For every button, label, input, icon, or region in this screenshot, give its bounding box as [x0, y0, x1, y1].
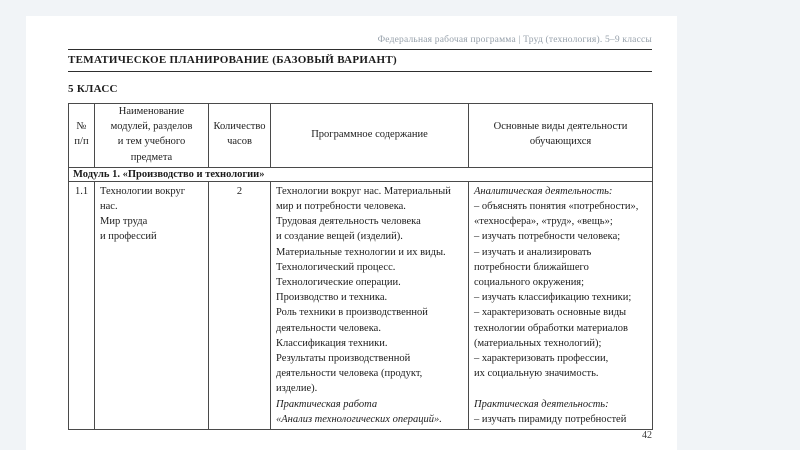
row-program-content-cell: Технологии вокруг нас. Материальный мир и потребности человека. Трудовая деятельность человека и создание вещей (изделий). Материальные технологии и их виды. Технологический процесс. Технологические операции. Производство и техника. Роль техники в производственной деятельности человека. Классификация техники. Результаты производственной деятельности человека (продукт, изделие). Практическая работа «Анализ технологических операций». [271, 181, 469, 429]
row-name-cell: Технологии вокруг нас. Мир труда и профессий [95, 181, 209, 429]
document-page [26, 16, 677, 450]
col-header-name: Наименование модулей, разделов и тем учебного предмета [95, 104, 209, 168]
col-header-num: № п/п [69, 104, 95, 168]
col-header-hours: Количество часов [209, 104, 271, 168]
grade-heading: 5 КЛАСС [68, 83, 118, 95]
page-number: 42 [642, 430, 652, 441]
col-header-content: Программное содержание [271, 104, 469, 168]
row-number-cell: 1.1 [69, 181, 95, 429]
table-header-row [69, 104, 653, 168]
row-hours-cell: 2 [209, 181, 271, 429]
planning-table [68, 103, 653, 430]
page-title: ТЕМАТИЧЕСКОЕ ПЛАНИРОВАНИЕ (БАЗОВЫЙ ВАРИАНТ) [68, 54, 397, 66]
row-activities-cell: Аналитическая деятельность: – объяснять понятия «потребности», «техносфера», «труд», «вещь»; – изучать потребности человека; – изучать и анализировать потребности ближайшего социального окружения; – изучать классификацию техники; – характеризовать основные виды технологии обработки материалов (материальных технологий); – характеризовать профессии, их социальную значимость. Практическая деятельность: – изучать пирамиду потребностей [469, 181, 653, 429]
table-row [69, 181, 653, 429]
title-block [68, 49, 652, 72]
module-row [69, 167, 653, 181]
page-content [68, 16, 652, 430]
col-header-activities: Основные виды деятельности обучающихся [469, 104, 653, 168]
module-title: Модуль 1. «Производство и технологии» [69, 167, 653, 181]
running-header: Федеральная рабочая программа | Труд (технология). 5–9 классы [377, 35, 652, 45]
